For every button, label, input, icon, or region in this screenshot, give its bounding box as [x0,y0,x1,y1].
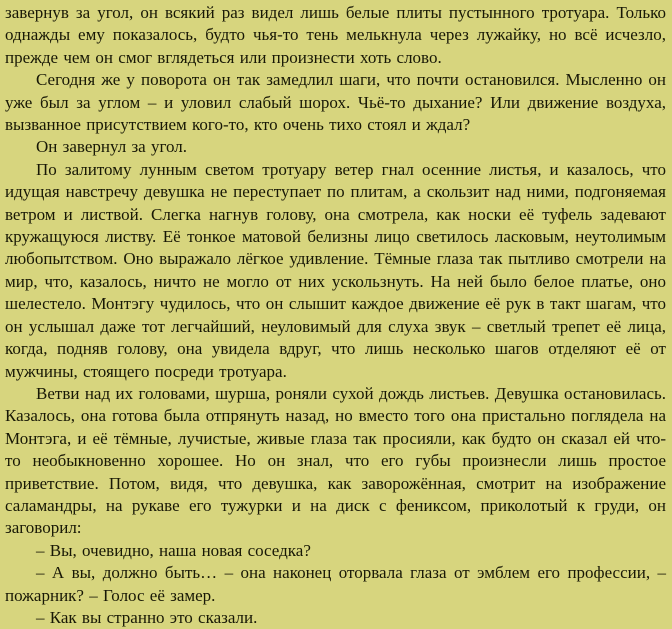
paragraph: завернув за угол, он всякий раз видел лишь белые плиты пустынного тротуара. Только однажды ему показалось, будто чья-то тень мелькнула через лужайку, но всё исчезло, прежде чем он смог вглядеться или произнести хоть слово. [5,3,666,67]
paragraph: По залитому лунным светом тротуару ветер гнал осенние листья, и казалось, что идущая навстречу девушка не переступает по плитам, а скользит над ними, подгоняемая ветром и листвой. Слегка нагнув голову, она смотрела, как носки её туфель задевают кружащуюся листву. Её тонкое матовой белизны лицо светилось ласковым, неутолимым любопытством. Оно выражало лёгкое удивление. Тёмные глаза так пытливо смотрели на мир, что, казалось, ничто не могло от них ускользнуть. На ней было белое платье, оно шелестело. Монтэгу чудилось, что он слышит каждое движение её рук в такт шагам, что он услышал даже тот легчайший, неуловимый для слуха звук – светлый трепет её лица, когда, подняв голову, она увидела вдруг, что лишь несколько шагов отделяют её от мужчины, стоящего посреди тротуара. [5,159,666,381]
paragraph: Он завернул за угол. [36,137,188,157]
dialogue-line: – А вы, должно быть… – она наконец оторвала глаза от эмблем его профессии, – пожарник? – Голос её замер. [5,563,666,605]
paragraph: Ветви над их головами, шурша, роняли сухой дождь листьев. Девушка остановилась. Казалось, она готова была отпрянуть назад, но вместо того она пристально поглядела на Монтэга, и её тёмные, лучистые, живые глаза так просияли, как будто он сказал ей что-то необыкновенно хорошее. Но он знал, что его губы произнесли лишь простое приветствие. Потом, видя, что девушка, как заворожённая, смотрит на изображение саламандры, на рукаве его тужурки и на диск с фениксом, приколотый к груди, он заговорил: [5,383,666,538]
dialogue-line: – Вы, очевидно, наша новая соседка? [36,540,311,560]
dialogue-line: – Как вы странно это сказали. [36,607,258,627]
paragraph: Сегодня же у поворота он так замедлил шаги, что почти остановился. Мысленно он уже был за углом – и уловил слабый шорох. Чьё-то дыхание? Или движение воздуха, вызванное присутствием кого-то, кто очень тихо стоял и ждал? [5,70,666,135]
